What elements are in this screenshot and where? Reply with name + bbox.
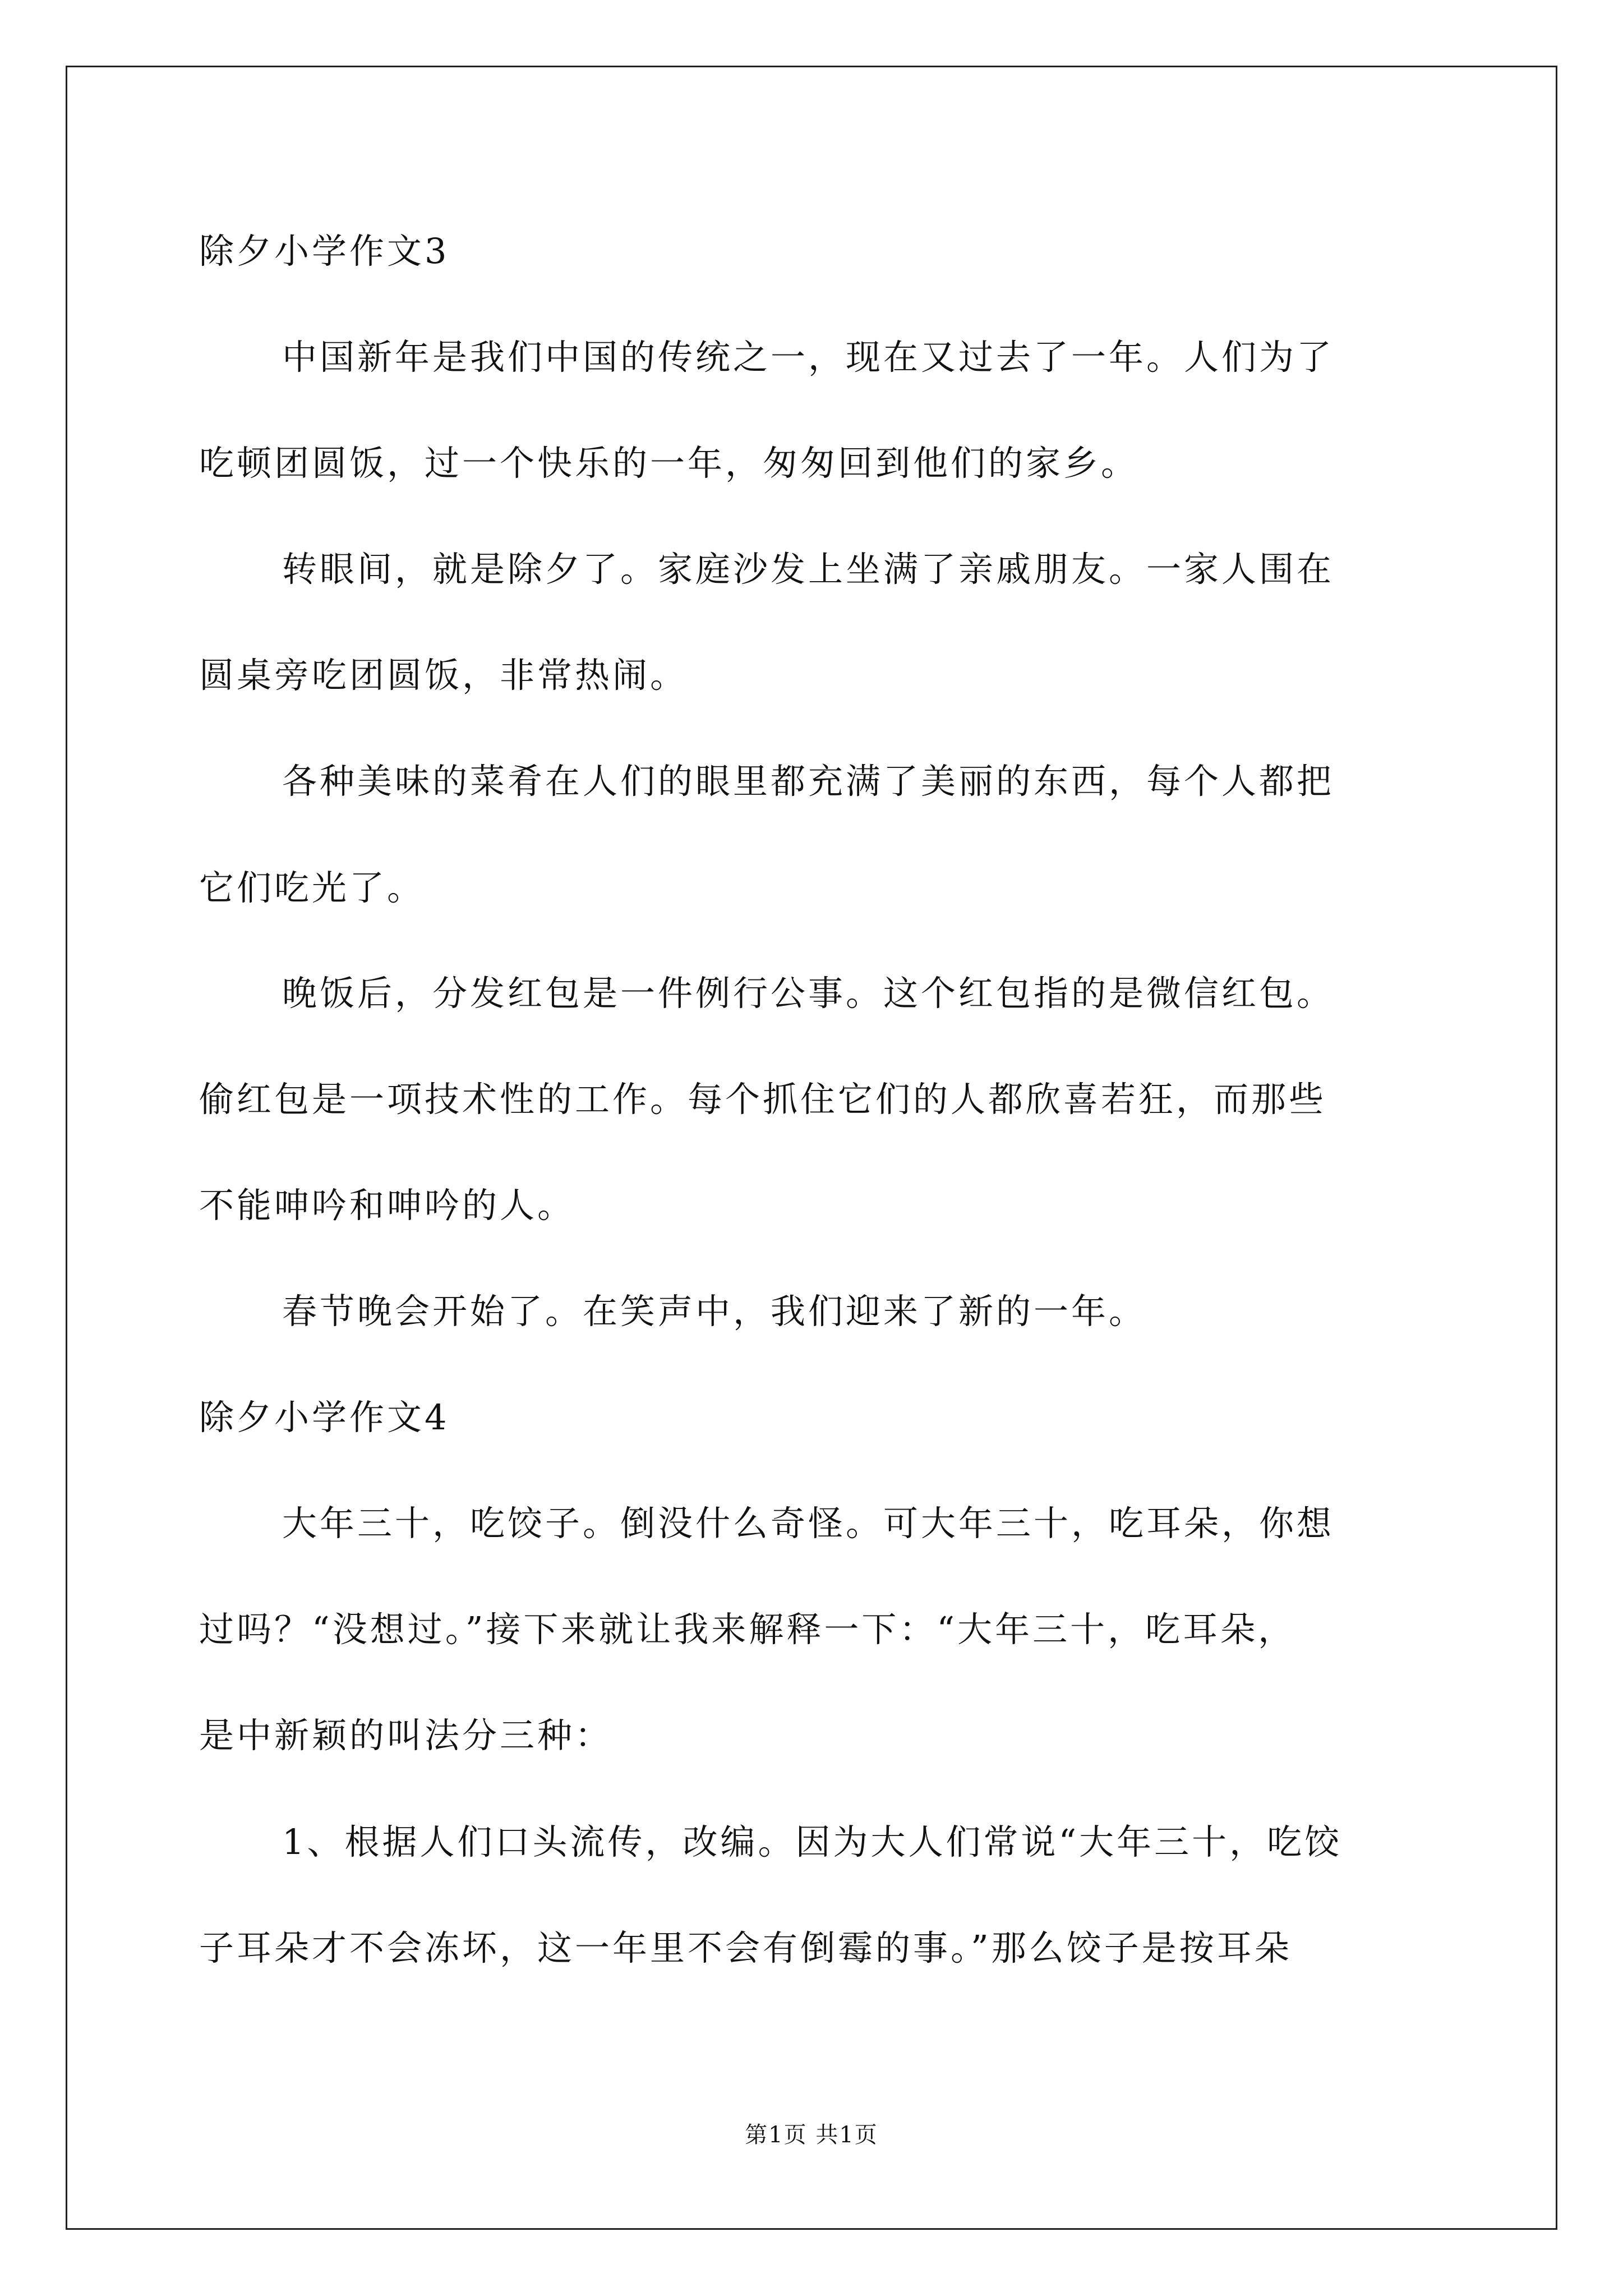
page-number-footer: 第1页 共1页 (745, 2122, 878, 2148)
essay-title-3: 除夕小学作文3 (199, 231, 450, 272)
paragraph-line: 转眼间，就是除夕了。家庭沙发上坐满了亲戚朋友。一家人围在 (282, 549, 1335, 590)
paragraph-line: 吃顿团圆饭，过一个快乐的一年，匆匆回到他们的家乡。 (199, 443, 1139, 484)
paragraph-line: 子耳朵才不会冻坏，这一年里不会有倒霉的事。”那么饺子是按耳朵 (199, 1927, 1292, 1968)
paragraph-line: 偷红包是一项技术性的工作。每个抓住它们的人都欣喜若狂，而那些 (199, 1079, 1327, 1120)
page-border (66, 66, 1557, 2230)
paragraph-line: 不能呻吟和呻吟的人。 (199, 1185, 575, 1226)
paragraph-line: 大年三十，吃饺子。倒没什么奇怪。可大年三十，吃耳朵，你想 (282, 1503, 1335, 1544)
essay-title-4: 除夕小学作文4 (199, 1397, 450, 1438)
paragraph-line: 是中新颖的叫法分三种： (199, 1715, 613, 1756)
paragraph-line: 过吗？“没想过。”接下来就让我来解释一下：“大年三十，吃耳朵， (199, 1609, 1296, 1650)
paragraph-line: 圆桌旁吃团圆饭，非常热闹。 (199, 655, 688, 696)
paragraph-line: 晚饭后，分发红包是一件例行公事。这个红包指的是微信红包。 (282, 973, 1335, 1014)
paragraph-line: 它们吃光了。 (199, 867, 425, 908)
paragraph-line: 春节晚会开始了。在笑声中，我们迎来了新的一年。 (282, 1291, 1147, 1332)
paragraph-line: 1、根据人们口头流传，改编。因为大人们常说“大年三十，吃饺 (282, 1821, 1343, 1862)
paragraph-line: 各种美味的菜肴在人们的眼里都充满了美丽的东西，每个人都把 (282, 761, 1335, 802)
paragraph-line: 中国新年是我们中国的传统之一，现在又过去了一年。人们为了 (282, 337, 1335, 378)
